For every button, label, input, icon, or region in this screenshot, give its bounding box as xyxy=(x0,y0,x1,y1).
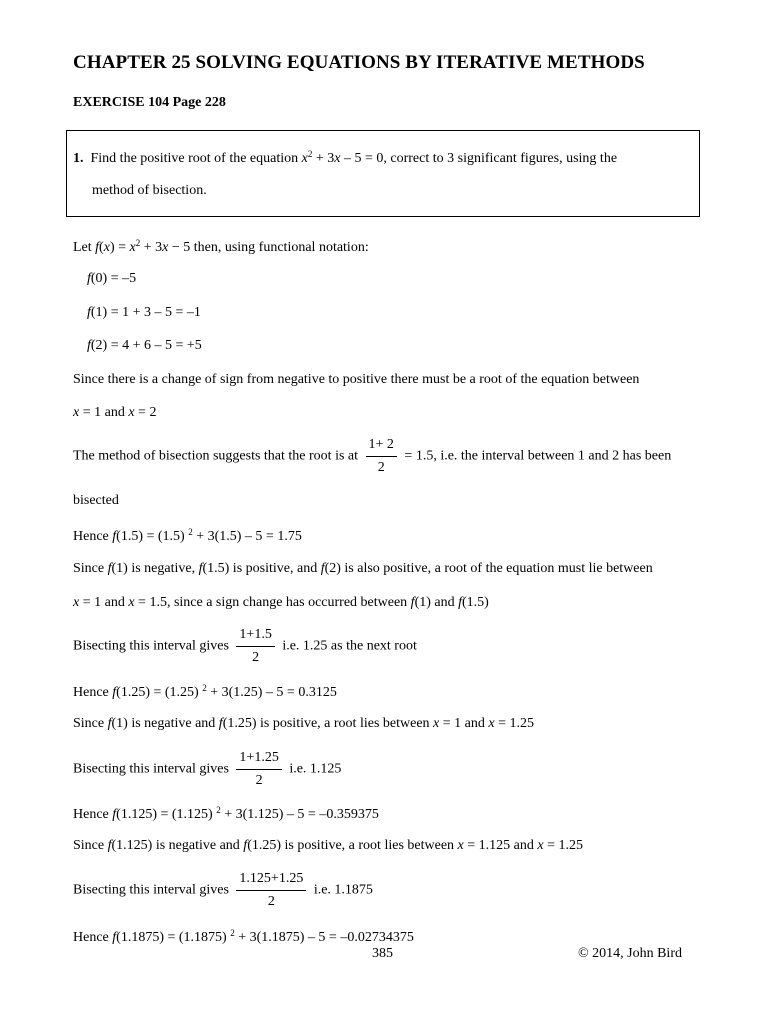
since-line-4: Since f(1.125) is negative and f(1.25) is positive, a root lies between x = 1.125 and x = 1.25 xyxy=(73,838,583,853)
exercise-heading: EXERCISE 104 Page 228 xyxy=(73,95,226,110)
bisected-line: bisected xyxy=(73,493,119,508)
hence-line-3: Hence f(1.125) = (1.125) $^2$ + 3(1.125) – 5 = –0.359375 xyxy=(73,805,379,822)
copyright: © 2014, John Bird xyxy=(578,946,682,961)
hence-line-2: Hence f(1.25) = (1.25) $^2$ + 3(1.25) – 5 = 0.3125 xyxy=(73,683,337,700)
fraction: $\frac{1+1.25}{2}$ xyxy=(236,750,281,789)
since-line-2: Since f(1) is negative, f(1.5) is positive, and f(2) is also positive, a root of the equation must lie between xyxy=(73,561,653,576)
hence-line-4: Hence f(1.1875) = (1.1875) $^2$ + 3(1.1875) – 5 = –0.02734375 xyxy=(73,928,414,945)
question-box xyxy=(66,130,700,217)
fraction: $\frac{1+ 2}{2}$ xyxy=(366,437,397,476)
f2-line: f(2) = 4 + 6 – 5 = +5 xyxy=(87,338,202,353)
hence-line-1: Hence f(1.5) = (1.5) $^2$ + 3(1.5) – 5 = 1.75 xyxy=(73,527,302,544)
f1-line: f(1) = 1 + 3 – 5 = –1 xyxy=(87,305,201,320)
between-line: x = 1 and x = 2 xyxy=(73,405,157,420)
since-line-2b: x = 1 and x = 1.5, since a sign change has occurred between f(1) and f(1.5) xyxy=(73,595,489,610)
chapter-title: CHAPTER 25 SOLVING EQUATIONS BY ITERATIVE METHODS xyxy=(73,52,645,73)
f0-line: f(0) = –5 xyxy=(87,271,137,286)
bisect-line-1: Bisecting this interval gives $\frac{1+1.5}{2}$ i.e. 1.25 as the next root xyxy=(73,627,417,665)
fraction: $\frac{1.125+1.25}{2}$ xyxy=(236,871,306,910)
fraction: $\frac{1+1.5}{2}$ xyxy=(236,627,274,666)
question-number: 1. xyxy=(73,151,84,166)
bisect-line-3: Bisecting this interval gives $\frac{1.125+1.25}{2}$ i.e. 1.1875 xyxy=(73,871,373,909)
question-line-1: 1. Find the positive root of the equation $x^2 + 3x - 5 = 0$, correct to 3 significant figures, using the xyxy=(73,149,618,166)
let-line: Let $f(x) = x^2 + 3x - 5$ then, using functional notation: xyxy=(73,238,369,255)
since-sign-change-line: Since there is a change of sign from negative to positive there must be a root of the equation between xyxy=(73,372,640,387)
method-line: The method of bisection suggests that the root is at $\frac{1+ 2}{2}$ = 1.5, i.e. the interval between 1 and 2 has been xyxy=(73,437,672,475)
since-line-3: Since f(1) is negative and f(1.25) is positive, a root lies between x = 1 and x = 1.25 xyxy=(73,716,534,731)
question-line-2: method of bisection. xyxy=(92,183,207,198)
page-number: 385 xyxy=(372,946,393,961)
bisect-line-2: Bisecting this interval gives $\frac{1+1.25}{2}$ i.e. 1.125 xyxy=(73,750,342,788)
